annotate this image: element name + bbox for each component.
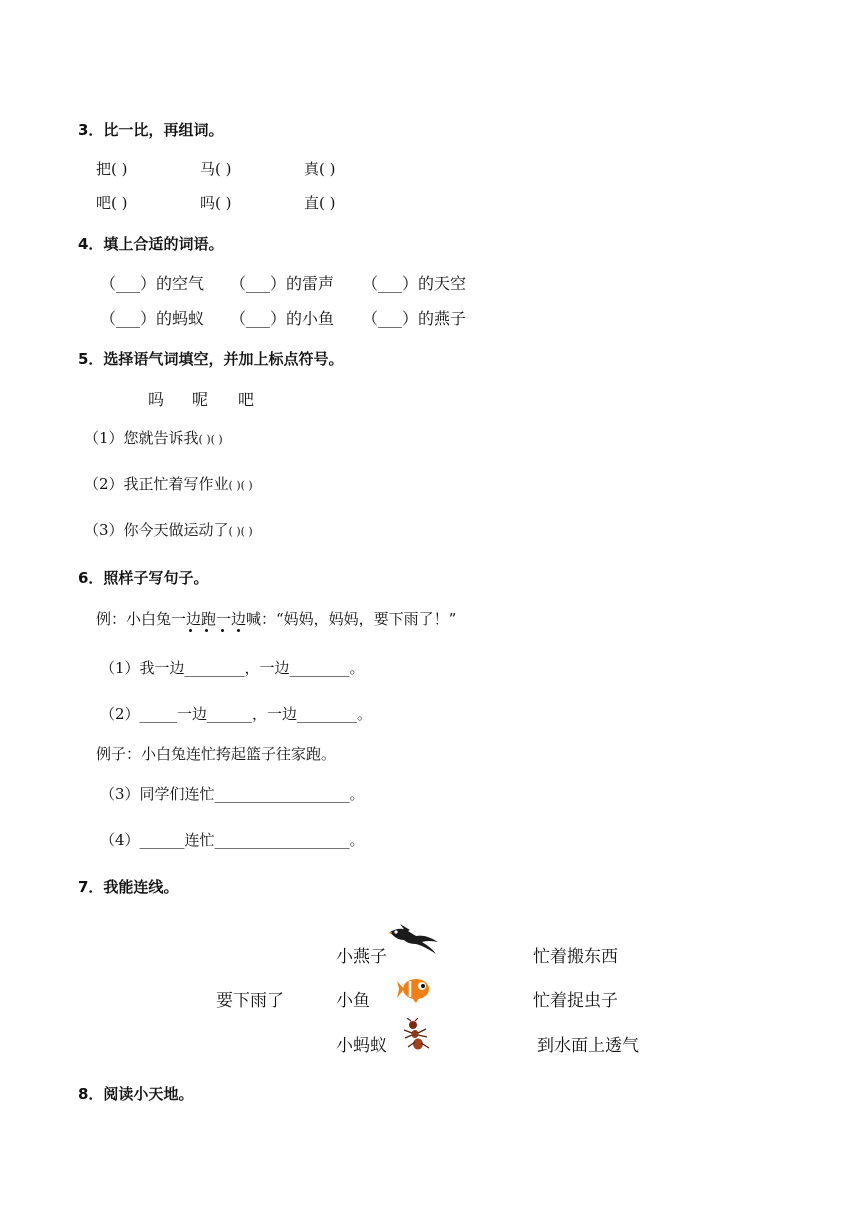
- q5-item-1-text: （1）您就告诉我: [84, 429, 199, 447]
- q3-r1-c3: 真( ): [304, 160, 336, 178]
- q5-item-3-text: （3）你今天做运动了: [84, 521, 229, 539]
- q5-item-2: [84, 473, 253, 494]
- q5-choice-ba: 吧: [238, 390, 255, 409]
- q4-r1-c2: （___）的雷声: [230, 274, 335, 293]
- swallow-icon: [386, 922, 440, 956]
- match-middle-swallow: 小燕子: [336, 947, 387, 967]
- q5-item-2-blanks: ( )( ): [228, 479, 253, 492]
- q5-choice-ma: 吗: [148, 390, 165, 409]
- emphasis-dot: [221, 629, 224, 632]
- q5-item-3-blanks: ( )( ): [228, 525, 253, 538]
- q6-line-1: （1）我一边________，一边________。: [100, 659, 365, 677]
- emphasis-dot: [205, 629, 208, 632]
- q5-title: 5．选择语气词填空，并加上标点符号。: [78, 350, 344, 368]
- q3-r2-c1: 吧( ): [96, 194, 128, 212]
- q4-r1-c1: （___）的空气: [100, 274, 205, 293]
- q5-item-3: [84, 519, 253, 540]
- q6-line-4: （4）______连忙__________________。: [100, 831, 365, 849]
- q7-title: 7．我能连线。: [78, 878, 179, 896]
- emphasis-dot: [189, 629, 192, 632]
- q6-title: 6．照样子写句子。: [78, 569, 209, 587]
- q5-item-1-blanks: ( )( ): [198, 433, 223, 446]
- q6-example-1: 例：小白兔一边跑一边喊：“妈妈，妈妈，要下雨了！”: [96, 610, 457, 628]
- q3-r2-c2: 吗( ): [200, 194, 232, 212]
- fish-icon: [396, 976, 432, 1004]
- emphasis-dot: [237, 629, 240, 632]
- q4-r2-c1: （___）的蚂蚁: [100, 309, 205, 328]
- match-right-3: 到水面上透气: [537, 1036, 639, 1056]
- q6-line-2: （2）_____一边______，一边________。: [100, 705, 373, 723]
- match-middle-ant: 小蚂蚁: [336, 1036, 387, 1056]
- ant-icon: [400, 1018, 432, 1052]
- q4-title: 4．填上合适的词语。: [78, 235, 224, 253]
- q3-title: 3．比一比，再组词。: [78, 121, 224, 139]
- q6-line-3: （3）同学们连忙__________________。: [100, 785, 365, 803]
- q4-r2-c3: （___）的燕子: [362, 309, 467, 328]
- match-right-1: 忙着搬东西: [533, 947, 618, 967]
- match-middle-fish: 小鱼: [336, 991, 370, 1011]
- q4-r1-c3: （___）的天空: [362, 274, 467, 293]
- q6-example-2: 例子：小白兔连忙挎起篮子往家跑。: [96, 745, 337, 763]
- q5-item-1: [84, 427, 223, 448]
- match-right-2: 忙着捉虫子: [533, 991, 618, 1011]
- q3-r2-c3: 直( ): [304, 194, 336, 212]
- q5-item-2-text: （2）我正忙着写作业: [84, 475, 229, 493]
- q3-r1-c2: 马( ): [200, 160, 232, 178]
- q8-title: 8．阅读小天地。: [78, 1085, 194, 1103]
- q4-r2-c2: （___）的小鱼: [230, 309, 335, 328]
- q3-r1-c1: 把( ): [96, 160, 128, 178]
- q5-choice-ne: 呢: [192, 390, 209, 409]
- match-left-rain: 要下雨了: [216, 991, 284, 1011]
